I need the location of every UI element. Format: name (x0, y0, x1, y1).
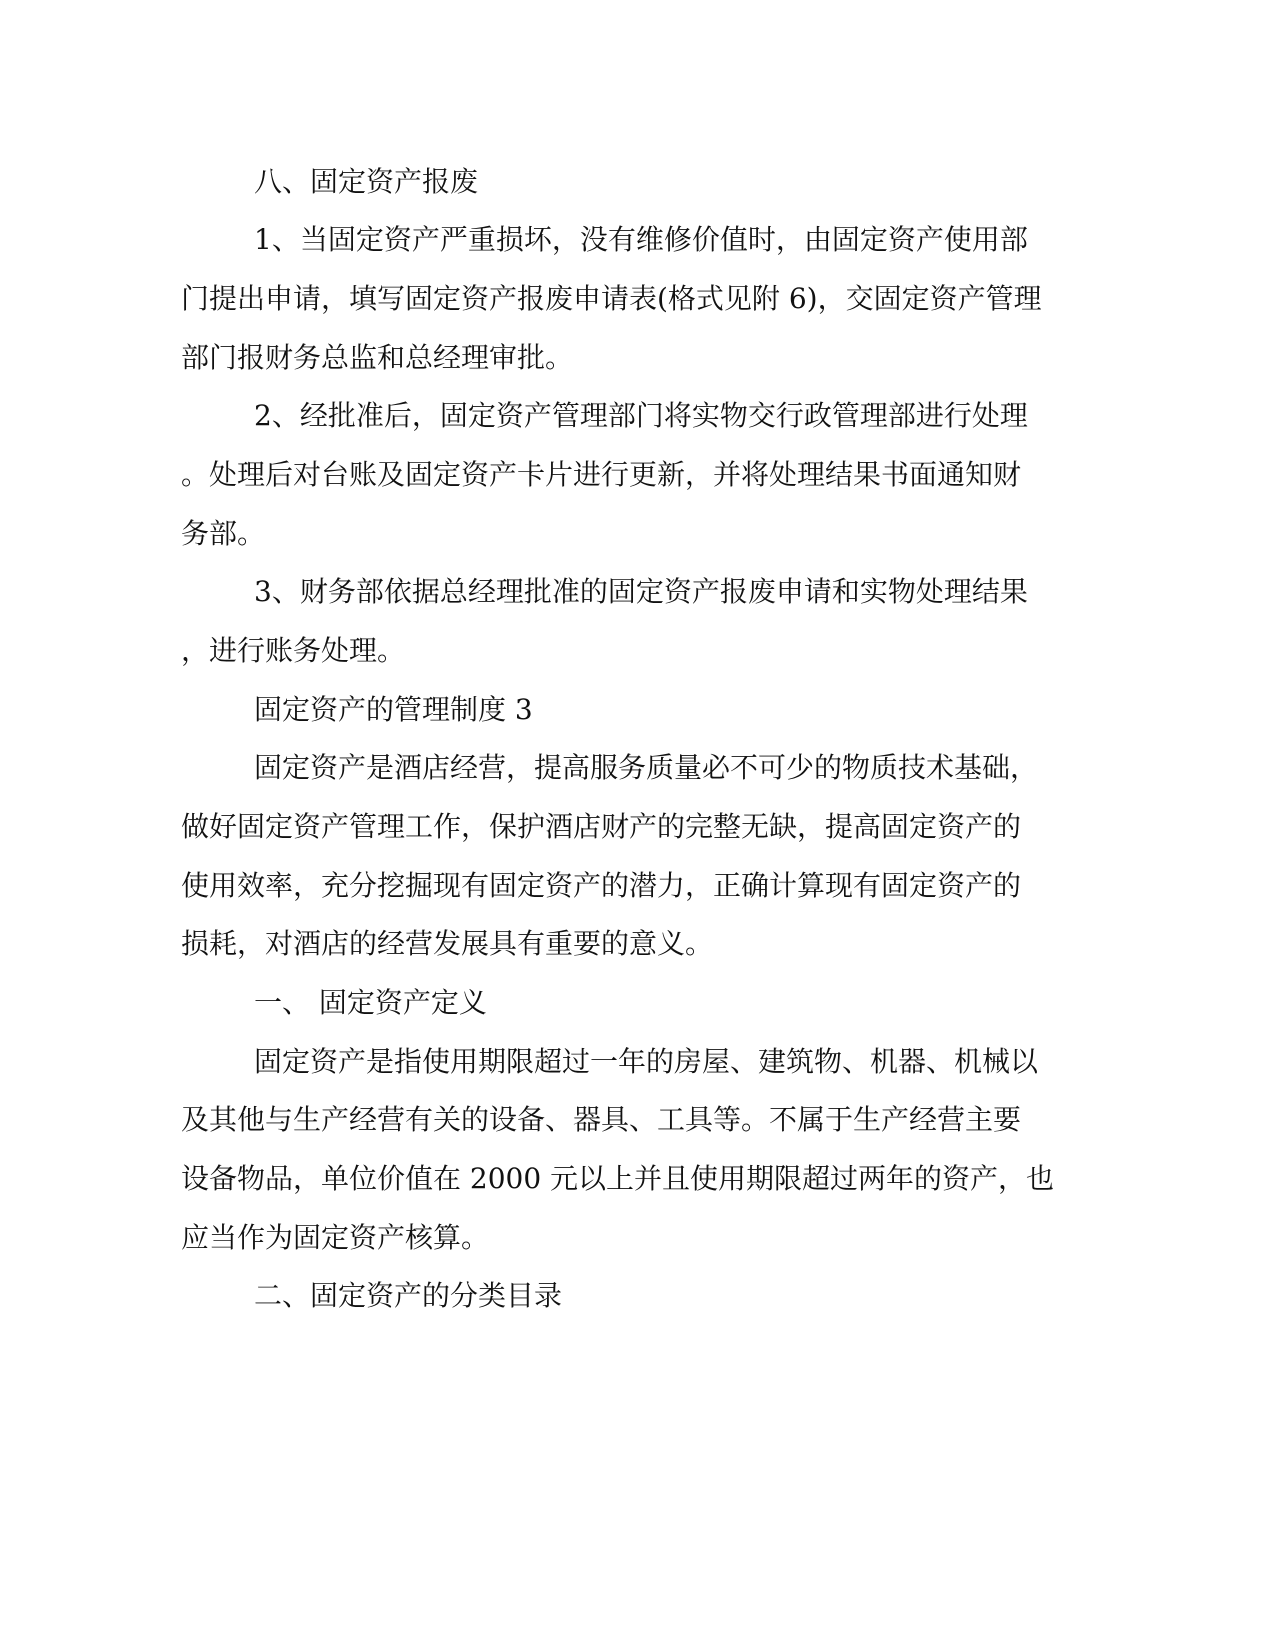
paragraph-line: 。处理后对台账及固定资产卡片进行更新，并将处理结果书面通知财 (181, 458, 1022, 491)
section-heading-definition: 一、 固定资产定义 (254, 986, 487, 1019)
paragraph-line: 应当作为固定资产核算。 (181, 1221, 490, 1254)
paragraph-line: ，进行账务处理。 (181, 634, 406, 667)
paragraph-line: 设备物品，单位价值在 2000 元以上并且使用期限超过两年的资产，也 (181, 1162, 1055, 1195)
paragraph-line: 部门报财务总监和总经理审批。 (181, 341, 574, 374)
paragraph-line: 1、当固定资产严重损坏，没有维修价值时，由固定资产使用部 (254, 223, 1028, 256)
paragraph-line: 3、财务部依据总经理批准的固定资产报废申请和实物处理结果 (254, 575, 1028, 608)
paragraph-line: 务部。 (181, 517, 266, 550)
section-heading-scrapping: 八、固定资产报废 (254, 165, 479, 198)
paragraph-line: 损耗，对酒店的经营发展具有重要的意义。 (181, 927, 714, 960)
paragraph-line: 使用效率，充分挖掘现有固定资产的潜力，正确计算现有固定资产的 (181, 869, 1022, 902)
paragraph-line: 及其他与生产经营有关的设备、器具、工具等。不属于生产经营主要 (181, 1103, 1022, 1136)
paragraph-line: 固定资产是酒店经营，提高服务质量必不可少的物质技术基础， (254, 751, 1039, 784)
paragraph-line: 固定资产是指使用期限超过一年的房屋、建筑物、机器、机械以 (254, 1045, 1039, 1078)
paragraph-line: 2、经批准后，固定资产管理部门将实物交行政管理部进行处理 (254, 399, 1028, 432)
document-section-title: 固定资产的管理制度 3 (254, 693, 533, 726)
section-heading-classification: 二、固定资产的分类目录 (254, 1279, 563, 1312)
paragraph-line: 门提出申请，填写固定资产报废申请表(格式见附 6)，交固定资产管理 (181, 282, 1042, 315)
paragraph-line: 做好固定资产管理工作，保护酒店财产的完整无缺，提高固定资产的 (181, 810, 1022, 843)
